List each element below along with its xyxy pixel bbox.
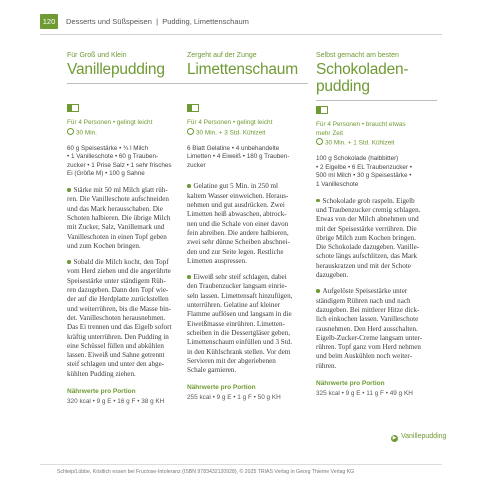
step-line: der auf die Herdplatte zurückstellen — [67, 295, 169, 304]
title-rule — [316, 100, 437, 101]
step-line: Flamme auflösen und langsam in die — [187, 310, 292, 319]
step-line: den und zur Seite legen. Restliche — [187, 247, 284, 256]
step-line: lassen. Eiweiß und Sahne getrennt — [67, 351, 165, 360]
step-line: dazugeben. Bei mittlerer Hitze dick- — [316, 305, 420, 314]
page-footer: Schleip/Lübbe, Köstlich essen bei Fructose-Intoleranz (ISBN 9783432120928), © 2025 TRIAS Verlag in Georg Thieme Verlag KG — [57, 469, 355, 475]
step-line: Die Schokolade dazugeben. Vanille- — [316, 243, 420, 252]
ingredient-line: • 1 Vanilleschote • 60 g Trauben- — [67, 153, 159, 161]
step-line: Servieren mit der abgeriebenen — [187, 356, 276, 365]
page-number: 120 — [40, 14, 58, 29]
recipe-kicker: Für Groß und Klein — [67, 52, 127, 59]
recipe-step — [187, 182, 308, 266]
step-line: unterrühren. Gelatine auf kleiner — [187, 301, 280, 310]
recipe-meta — [67, 119, 188, 138]
time-text: 30 Min. + 3 Std. Kühlzeit — [196, 129, 266, 137]
recipe-kicker: Zergeht auf der Zunge — [187, 52, 257, 59]
ingredient-list — [316, 155, 437, 189]
recipe-title-line: pudding — [316, 78, 370, 95]
running-head — [66, 17, 249, 26]
step-line: ständigem Rühren nach und nach — [316, 296, 411, 305]
step-line: vom Herd ziehen und die angerührte — [67, 267, 171, 276]
link-label: Vanillepudding — [401, 433, 447, 440]
step-line: det. Vanilleschoten herausnehmen. — [67, 313, 166, 322]
step-line: schote längs aufschlitzen, das Mark — [316, 252, 418, 261]
ingredient-line: 6 Blatt Gelatine • 4 unbehandelte — [187, 144, 280, 152]
recipe-title: Vanillepudding — [67, 61, 165, 78]
step-line: Eiweiß sehr steif schlagen, dabei — [193, 273, 287, 282]
step-line: Eigelb-Zucker-Creme langsam unter- — [316, 333, 423, 342]
recipe-step — [67, 186, 188, 251]
step-line: und beim Auskühlen noch weiter- — [316, 352, 412, 361]
nutrition-values: 325 kcal • 9 g E • 11 g F • 49 g KH — [316, 389, 413, 397]
running-head-subsection: Pudding, Limettenschaum — [162, 17, 249, 26]
bullet-icon — [67, 260, 71, 264]
step-line: Schale garnieren. — [187, 366, 237, 375]
step-line: rühren. — [316, 361, 337, 370]
step-line: und weiterrühren, bis die Masse bin- — [67, 304, 172, 313]
step-line: lich einkochen lassen. Vanilleschote — [316, 315, 419, 324]
difficulty-icon — [67, 104, 79, 112]
step-line: in den Kühlschrank stellen. Vor dem — [187, 347, 291, 356]
step-line: scheiben in die Dessertgläser geben, — [187, 328, 291, 337]
ingredient-line: 500 ml Milch • 30 g Speisestärke • — [316, 172, 412, 180]
servings-text: Für 4 Personen • gelingt leicht — [67, 119, 153, 126]
step-line: rausnehmen. Den Herd ausschalten. — [316, 324, 418, 333]
ingredient-line: zucker — [187, 161, 206, 169]
step-line: Speisestärke unter ständigem Rüh- — [67, 276, 166, 285]
nutrition-heading: Nährwerte pro Portion — [67, 388, 136, 395]
nutrition-values: 255 kcal • 9 g E • 1 g F • 50 g KH — [187, 393, 281, 401]
step-line: ren. Die Vanilleschote aufschneiden — [67, 195, 169, 204]
running-head-separator: | — [156, 17, 159, 26]
step-line: den Traubenzucker langsam einrie- — [187, 282, 287, 291]
ingredient-line: • 2 Eigelbe • 6 EL Traubenzucker • — [316, 163, 412, 171]
recipe-vanillepudding — [67, 51, 188, 406]
step-line: mit der Speisestärke verrühren. Die — [316, 224, 417, 233]
recipe-meta — [316, 121, 437, 148]
running-head-section: Desserts und Süßspeisen — [66, 17, 152, 26]
ingredient-line: 100 g Schokolade (halbbitter) — [316, 155, 399, 163]
bullet-icon — [187, 275, 191, 279]
servings-text: Für 4 Personen • gelingt leicht — [187, 119, 273, 126]
footer-rule — [40, 464, 442, 465]
step-line: kräftig unterrühren. Den Pudding in — [67, 332, 169, 341]
difficulty-icon — [316, 106, 328, 114]
step-line: Eiweißmasse einrühren. Limetten- — [187, 319, 285, 328]
time-row — [316, 138, 437, 148]
step-line: dazugeben. — [316, 271, 349, 280]
ingredient-line: 60 g Speisestärke • ¾ l Milch — [67, 144, 148, 152]
step-line: herauskratzen und mit der Schote — [316, 261, 411, 270]
step-line: und zum Kochen bringen. — [67, 241, 141, 250]
bullet-icon — [187, 184, 191, 188]
ingredient-line: 1 Vanilleschote — [316, 181, 359, 189]
step-line: Aufgelöste Speisestärke unter — [322, 287, 408, 296]
recipe-meta — [187, 119, 308, 138]
step-line: und das Mark herausschaben. Die — [67, 204, 163, 213]
time-row — [187, 128, 308, 138]
step-line: Schokolade grob raspeln. Eigelb — [322, 196, 415, 205]
step-line: Stärke mit 50 ml Milch glatt rüh- — [73, 186, 168, 195]
ingredient-list — [67, 145, 188, 179]
step-line: ren dazugeben. Dann den Topf wie- — [67, 286, 169, 295]
clock-icon — [187, 128, 194, 135]
step-line: Limetten auspressen. — [187, 256, 247, 265]
header-rule — [40, 34, 442, 35]
recipe-kicker: Selbst gemacht am besten — [316, 52, 399, 59]
arrow-right-icon: ▶ — [392, 435, 397, 441]
step-line: Etwas von der Milch abnehmen und — [316, 215, 419, 224]
vanillepudding-link[interactable] — [391, 433, 446, 442]
step-line: nehmen und gut ausdrücken. Zwei — [187, 201, 285, 210]
step-line: Gelatine gut 5 Min. in 250 ml — [193, 182, 279, 191]
time-row — [67, 128, 188, 138]
step-line: Schoten halbieren. Die übrige Milch — [67, 213, 171, 222]
ingredient-list — [187, 145, 308, 171]
title-rule — [67, 83, 188, 84]
step-line: Das Ei trennen und das Eigelb sofort — [67, 323, 172, 332]
time-text: 30 Min. — [76, 129, 97, 137]
step-line: nen und die Schale von einer davon — [187, 219, 289, 228]
step-line: kühlten Pudding ziehen. — [67, 369, 136, 378]
nutrition-heading: Nährwerte pro Portion — [316, 380, 385, 387]
step-line: Limetten heiß abwaschen, abtrock- — [187, 210, 287, 219]
step-line: seln lassen. Limettensaft hinzufügen, — [187, 291, 293, 300]
recipe-limettenschaum — [187, 51, 308, 403]
recipe-step — [316, 197, 437, 281]
clock-icon — [67, 128, 74, 135]
recipe-title — [316, 61, 437, 95]
clock-icon — [316, 138, 323, 145]
bullet-icon — [67, 188, 71, 192]
servings-text-cont: mehr Zeit — [316, 129, 343, 137]
recipe-step — [67, 258, 188, 379]
recipe-step — [316, 287, 437, 371]
step-line: kaltem Wasser einweichen. Heraus- — [187, 191, 289, 200]
step-line: mit Zucker, Salz, Vanillemark und — [67, 223, 165, 232]
recipe-title: Limettenschaum — [187, 61, 298, 78]
step-line: übrige Milch zum Kochen bringen. — [316, 233, 416, 242]
recipe-step — [187, 273, 308, 375]
time-text: 30 Min. + 1 Std. Kühlzeit — [325, 139, 395, 147]
nutrition-values: 320 kcal • 9 g E • 16 g F • 38 g KH — [67, 397, 165, 405]
step-line: eine Schüssel füllen und abkühlen — [67, 341, 164, 350]
ingredient-line: Limetten • 4 Eiweiß • 180 g Trauben- — [187, 153, 290, 161]
recipe-schokoladenpudding — [316, 51, 437, 398]
servings-text: Für 4 Personen • braucht etwas — [316, 121, 406, 128]
recipe-title-line: Schokoladen- — [316, 61, 409, 78]
step-line: steif schlagen und unter den abge- — [67, 360, 165, 369]
nutrition-heading: Nährwerte pro Portion — [187, 384, 256, 392]
step-line: fein abreiben. Die andere halbieren, — [187, 228, 289, 237]
bullet-icon — [316, 289, 320, 293]
step-line: rühren. Topf ganz vom Herd nehmen — [316, 343, 421, 352]
page-header — [0, 0, 482, 33]
step-line: und Traubenzucker cremig schlagen. — [316, 205, 421, 214]
step-line: Limettenschaum einfüllen und 3 Std. — [187, 338, 293, 347]
ingredient-line: zucker • 1 Prise Salz • 1 sehr frisches — [67, 161, 172, 169]
bullet-icon — [316, 199, 320, 203]
ingredient-line: Ei (Größe M) • 100 g Sahne — [67, 170, 145, 178]
step-line: zwei sehr dünne Scheiben abschnei- — [187, 238, 290, 247]
difficulty-icon — [187, 104, 199, 112]
step-line: Vanilleschoten in einen Topf geben — [67, 232, 167, 241]
step-line: Sobald die Milch kocht, den Topf — [73, 258, 169, 267]
title-rule — [187, 83, 308, 84]
